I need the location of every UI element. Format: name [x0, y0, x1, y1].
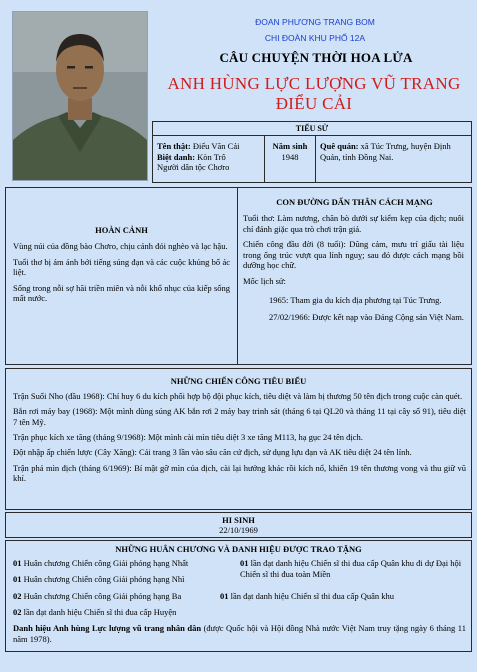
path-paragraph: Mốc lịch sử:	[243, 275, 286, 286]
award-item	[220, 591, 468, 602]
hometown-label: Quê quán:	[320, 141, 359, 151]
portrait-photo	[12, 11, 148, 181]
alias-value: Kòn Trô	[197, 151, 226, 162]
award-text: lần đạt danh hiệu Chiến sĩ thi đua cấp Huyện	[23, 607, 177, 617]
hero-title: Danh hiệu Anh hùng Lực lượng vũ trang nhân dân	[13, 623, 202, 633]
hero-note: (được Quốc hội và Hội đồng Nhà nước Việt Nam truy tặng ngày 6 tháng 11 năm 1978).	[13, 623, 466, 644]
biography-table	[152, 121, 472, 183]
death-section	[5, 512, 472, 538]
bio-name-cell	[153, 136, 265, 182]
bio-hometown-cell	[316, 136, 471, 182]
award-item	[240, 558, 468, 579]
organization-line-2: CHI ĐOÀN KHU PHỐ 12A	[264, 33, 366, 43]
feats-title: NHỮNG CHIẾN CÔNG TIÊU BIỂU	[170, 376, 307, 386]
feats-section	[5, 368, 472, 510]
bio-birth-cell	[265, 136, 316, 182]
award-text: lần đạt danh hiệu Chiến sĩ thi đua cấp Quân khu đi dự Đại hội Chiến sĩ thi đua toàn Miền	[240, 558, 462, 579]
award-text: lần đạt danh hiệu Chiến sĩ thi đua cấp Quân khu	[230, 591, 394, 601]
hometown-value: xã Túc Trưng, huyện Định Quán, tỉnh Đồng Nai.	[320, 141, 451, 162]
real-name-label: Tên thật:	[157, 141, 191, 151]
death-date: 22/10/1969	[219, 525, 258, 535]
feat-item: Bắn rơi máy bay (1968): Một mình dùng súng AK bắn rơi 2 máy bay trinh sát (tháng 6 tại QL20 và tháng 11 tại cây số 91), tiêu diệt 7 tên Mỹ.	[13, 406, 466, 427]
alias-label: Biệt danh:	[157, 151, 196, 162]
birth-label: Năm sinh	[272, 141, 308, 151]
milestone-item: 1965: Tham gia du kích địa phương tại Túc Trưng.	[269, 295, 442, 305]
award-text: Huân chương Chiến công Giải phóng hạng Ba	[23, 591, 182, 601]
award-count: 02	[13, 607, 22, 617]
award-item	[13, 591, 238, 602]
revolution-path-title: CON ĐƯỜNG DẤN THÂN CÁCH MẠNG	[276, 197, 433, 207]
award-item	[13, 607, 313, 618]
award-item	[13, 574, 238, 585]
ethnicity-value: Người dân tộc Chơro	[157, 162, 230, 172]
path-paragraph: Chiến công đầu đời (8 tuổi): Dũng cảm, mưu trí giấu tài liệu trong ống trúc vượt qua lính nguỵ; sau đó được cách mạng bồi dưỡng học chữ.	[243, 239, 464, 270]
real-name-value: Điểu Văn Cải	[192, 141, 240, 151]
revolution-path-text	[243, 213, 464, 322]
feat-item: Trận Suối Nho (đầu 1968): Chỉ huy 6 du kích phối hợp bộ đội phục kích, tiêu diệt và làm bị thương 50 tên địch trong cuộc càn quét.	[13, 391, 463, 401]
feat-item: Đột nhập ấp chiến lược (Cây Xăng): Cải trang 3 lần vào sâu căn cứ địch, sử dụng lựu đạn và AK tiêu diệt 24 tên lính.	[13, 447, 412, 458]
biography-heading: TIỂU SỬ	[153, 122, 471, 136]
birth-year: 1948	[281, 151, 299, 162]
awards-section	[5, 540, 472, 652]
awards-title: NHỮNG HUÂN CHƯƠNG VÀ DANH HIỆU ĐƯỢC TRAO TẶNG	[115, 544, 362, 554]
feat-item: Trận phá mìn địch (tháng 6/1969): Bí mật gỡ mìn của địch, cài lại hướng khác rồi kích nổ, khiến 19 tên thương vong và thu giữ vũ khí.	[13, 462, 466, 484]
portrait-illustration	[13, 12, 147, 180]
circumstances-title: HOÀN CẢNH	[95, 225, 148, 235]
award-count: 02	[13, 591, 22, 601]
feat-item: Trận phục kích xe tăng (tháng 9/1968): Một mình cài mìn tiêu diệt 3 xe tăng M113, hạ gục 24 tên địch.	[13, 432, 363, 443]
award-item	[13, 558, 238, 569]
milestone-item: 27/02/1966: Được kết nạp vào Đảng Cộng sản Việt Nam.	[269, 311, 464, 322]
poster-subtitle: ANH HÙNG LỰC LƯỢNG VŨ TRANG ĐIỂU CẢI	[167, 74, 461, 113]
death-label: HI SINH	[222, 515, 255, 525]
circumstances-column	[6, 188, 238, 364]
award-text: Huân chương Chiến công Giải phóng hạng Nhất	[23, 558, 189, 568]
award-count: 01	[240, 558, 249, 568]
background-section	[5, 187, 472, 365]
award-text: Huân chương Chiến công Giải phóng hạng Nhì	[23, 574, 185, 584]
hero-title-item	[13, 623, 466, 644]
circumstances-text	[13, 241, 230, 304]
path-paragraph: Tuổi thơ: Làm nương, chăn bò dưới sự kiểm kẹp của địch; nuôi chí đánh giặc qua trò chơi trận giả.	[243, 213, 464, 234]
circumstances-paragraph: Tuổi thơ bị ám ảnh bởi tiếng súng đạn và các cuộc khủng bố ác liệt.	[13, 256, 230, 277]
revolution-path-column	[238, 188, 471, 364]
award-count: 01	[13, 574, 22, 584]
circumstances-paragraph: Vùng núi của đồng bào Chơro, chịu cảnh đói nghèo và lạc hậu.	[13, 241, 228, 251]
poster-title: CÂU CHUYỆN THỜI HOA LỬA	[219, 50, 413, 65]
award-count: 01	[220, 591, 229, 601]
award-count: 01	[13, 558, 22, 568]
feats-list	[13, 391, 466, 488]
organization-line-1: ĐOAN PHƯƠNG TRANG BOM	[255, 17, 375, 27]
circumstances-paragraph: Sống trong nỗi sợ hãi triền miên và nỗi khổ nhục của kiếp sống mất nước.	[13, 282, 230, 303]
